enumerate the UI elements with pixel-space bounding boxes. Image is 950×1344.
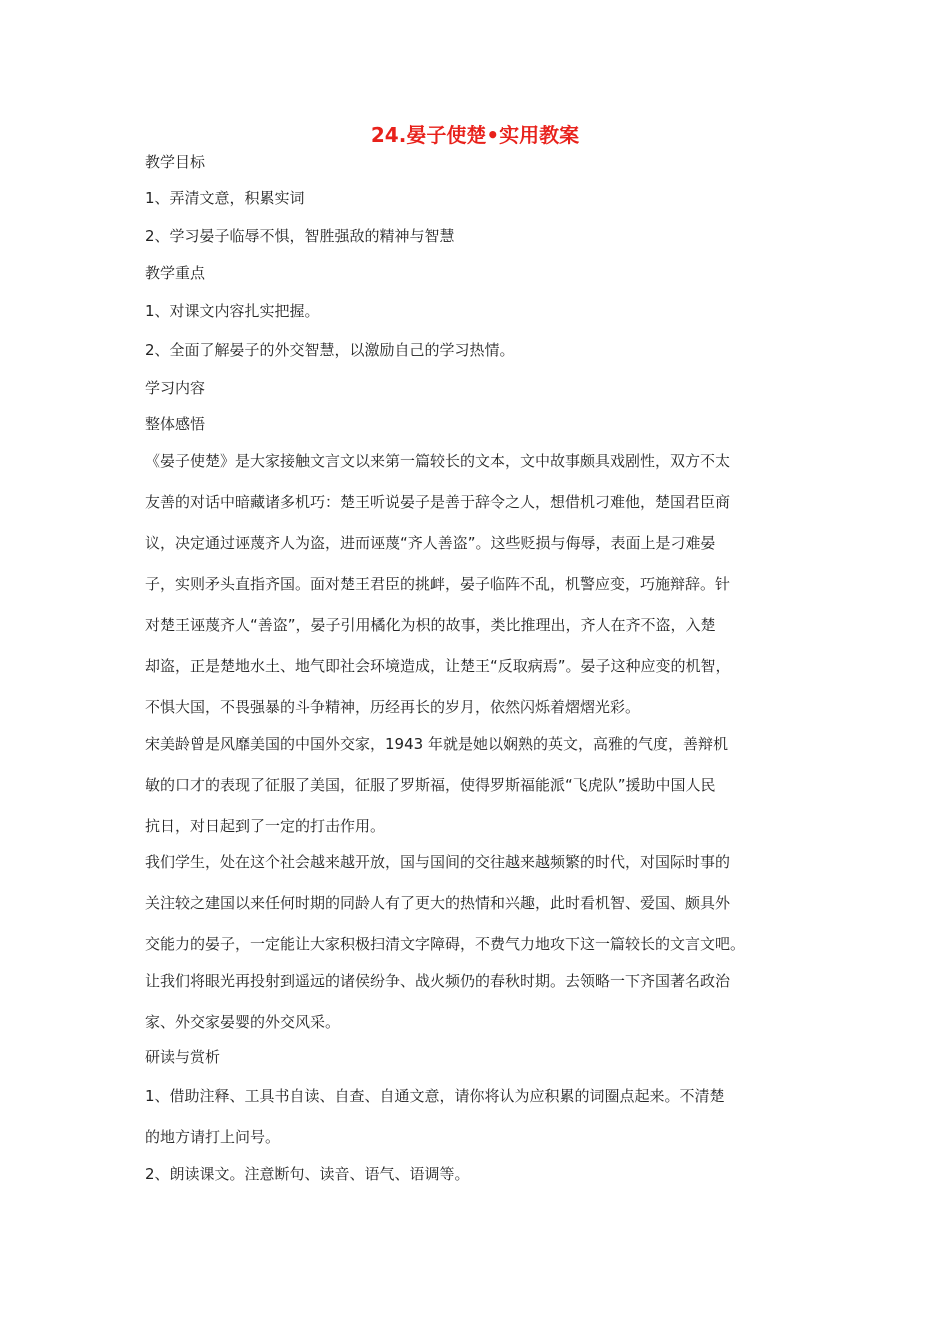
- paragraph-line: 让我们将眼光再投射到遥远的诸侯纷争、战火频仍的春秋时期。去领略一下齐国著名政治: [145, 972, 731, 990]
- study-item-1: 1、借助注释、工具书自读、自查、自通文意，请你将认为应积累的词圈点起来。不清楚: [145, 1087, 725, 1105]
- objective-item-2: 2、学习晏子临辱不惧，智胜强敌的精神与智慧: [145, 227, 455, 245]
- paragraph-line: 《晏子使楚》是大家接触文言文以来第一篇较长的文本，文中故事颇具戏剧性，双方不太: [145, 452, 731, 470]
- paragraph-line: 对楚王诬蔑齐人“善盗”，晏子引用橘化为枳的故事，类比推理出，齐人在齐不盗，入楚: [145, 616, 716, 634]
- paragraph-line: 我们学生，处在这个社会越来越开放，国与国间的交往越来越频繁的时代，对国际时事的: [145, 853, 731, 871]
- section-heading-objectives: 教学目标: [145, 153, 206, 171]
- objective-item-1: 1、弄清文意，积累实词: [145, 189, 305, 207]
- paragraph-line: 家、外交家晏婴的外交风采。: [145, 1013, 341, 1031]
- section-heading-content: 学习内容: [145, 379, 206, 397]
- study-item-1-continued: 的地方请打上问号。: [145, 1128, 281, 1146]
- paragraph-line: 议，决定通过诬蔑齐人为盗，进而诬蔑“齐人善盗”。这些贬损与侮辱，表面上是刁难晏: [145, 534, 716, 552]
- key-point-item-2: 2、全面了解晏子的外交智慧，以激励自己的学习热情。: [145, 341, 515, 359]
- paragraph-line: 却盗，正是楚地水土、地气即社会环境造成，让楚王“反取病焉”。晏子这种应变的机智，: [145, 657, 731, 675]
- paragraph-line: 友善的对话中暗藏诸多机巧：楚王听说晏子是善于辞令之人，想借机刁难他，楚国君臣商: [145, 493, 731, 511]
- section-heading-key-points: 教学重点: [145, 264, 206, 282]
- paragraph-line: 抗日，对日起到了一定的打击作用。: [145, 817, 386, 835]
- study-item-2: 2、朗读课文。注意断句、读音、语气、语调等。: [145, 1165, 470, 1183]
- document-title: 24.晏子使楚•实用教案: [370, 123, 580, 147]
- subsection-heading-overall: 整体感悟: [145, 415, 206, 433]
- paragraph-line: 子，实则矛头直指齐国。面对楚王君臣的挑衅，晏子临阵不乱，机警应变，巧施辩辞。针: [145, 575, 731, 593]
- paragraph-line: 敏的口才的表现了征服了美国，征服了罗斯福，使得罗斯福能派“飞虎队”援助中国人民: [145, 776, 716, 794]
- paragraph-line: 关注较之建国以来任何时期的同龄人有了更大的热情和兴趣，此时看机智、爱国、颇具外: [145, 894, 731, 912]
- key-point-item-1: 1、对课文内容扎实把握。: [145, 302, 320, 320]
- paragraph-line: 宋美龄曾是风靡美国的中国外交家，1943 年就是她以娴熟的英文，高雅的气度，善辩机: [145, 735, 728, 753]
- section-heading-study: 研读与赏析: [145, 1048, 221, 1066]
- paragraph-line: 交能力的晏子，一定能让大家积极扫清文字障碍，不费气力地攻下这一篇较长的文言文吧。: [145, 935, 746, 953]
- paragraph-line: 不惧大国，不畏强暴的斗争精神，历经再长的岁月，依然闪烁着熠熠光彩。: [145, 698, 641, 716]
